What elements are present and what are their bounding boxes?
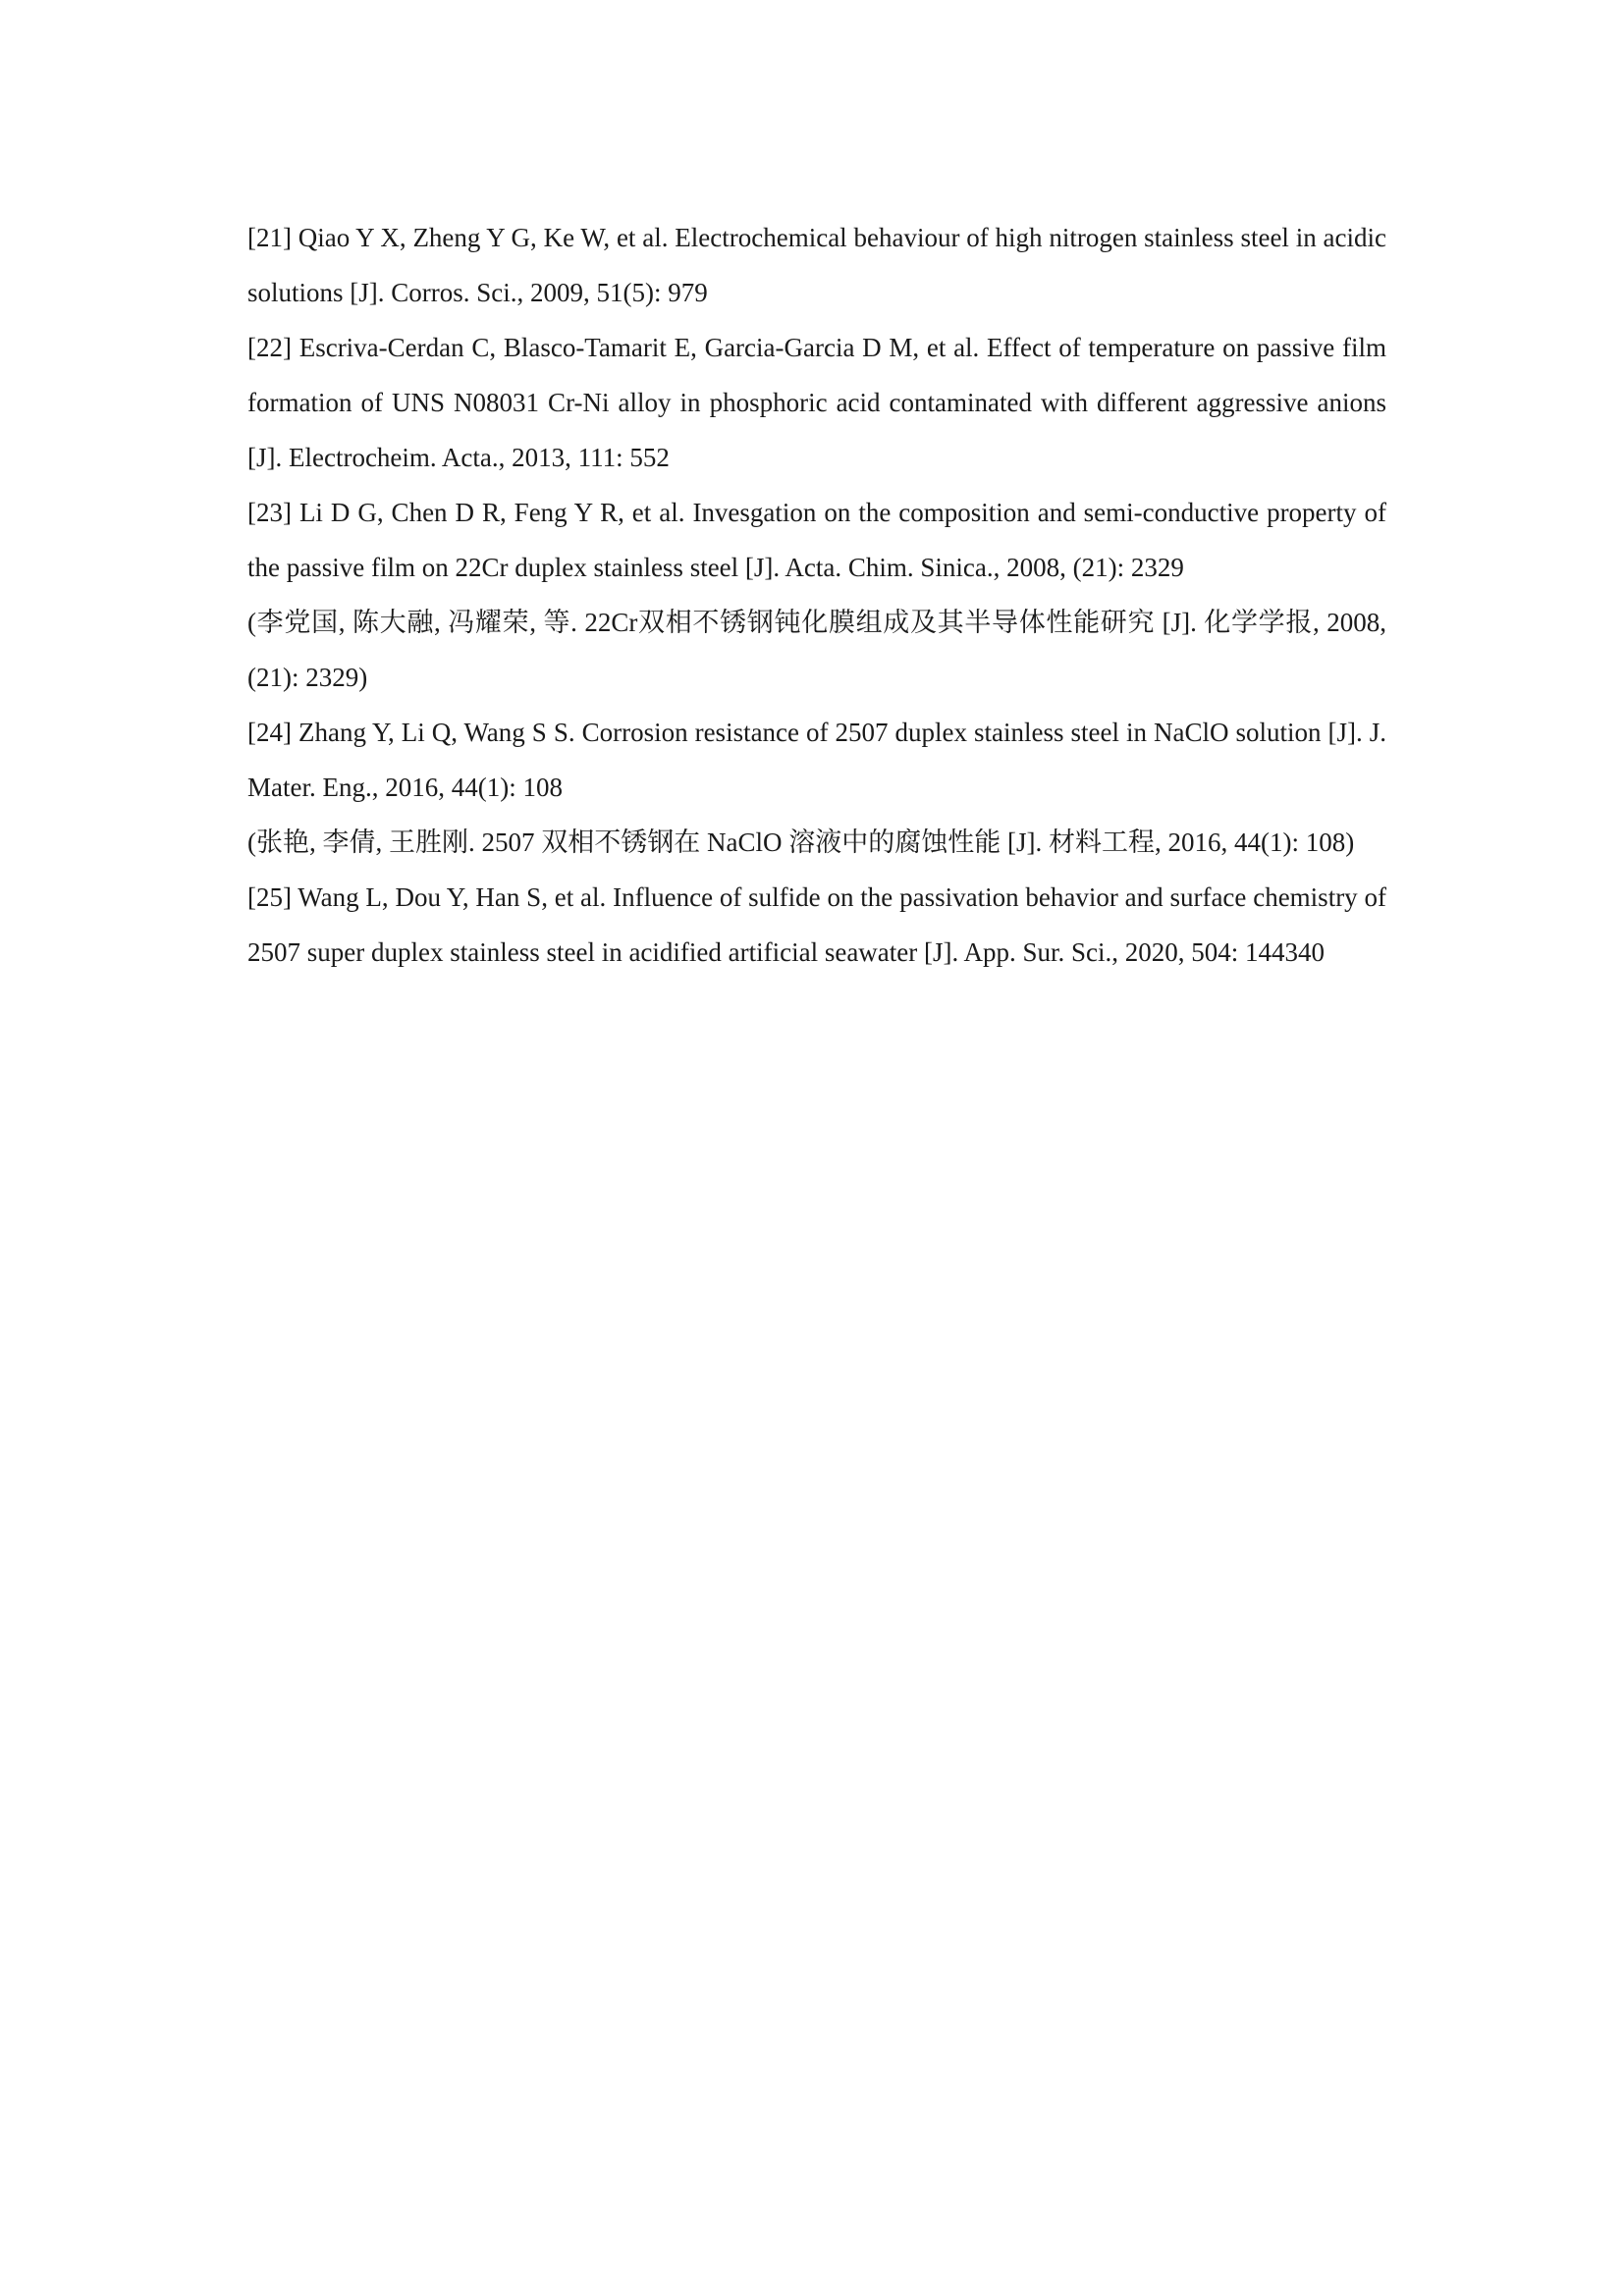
reference-21: [21] Qiao Y X, Zheng Y G, Ke W, et al. Electrochemical behaviour of high nitrogen stainless steel in acidic solutions [J]. Corros. Sci., 2009, 51(5): 979	[247, 223, 1386, 307]
reference-24: [24] Zhang Y, Li Q, Wang S S. Corrosion resistance of 2507 duplex stainless steel in NaClO solution [J]. J. Mater. Eng., 2016, 44(1): 108	[247, 718, 1386, 802]
reference-22: [22] Escriva-Cerdan C, Blasco-Tamarit E, Garcia-Garcia D M, et al. Effect of temperature on passive film formation of UNS N08031 Cr-Ni alloy in phosphoric acid contaminated with different aggressive anions [J]. Electrocheim. Acta., 2013, 111: 552	[247, 333, 1386, 472]
reference-list	[247, 210, 1386, 980]
reference-25: [25] Wang L, Dou Y, Han S, et al. Influence of sulfide on the passivation behavior and surface chemistry of 2507 super duplex stainless steel in acidified artificial seawater [J]. App. Sur. Sci., 2020, 504: 144340	[247, 882, 1386, 967]
reference-24-chinese: (张艳, 李倩, 王胜刚. 2507 双相不锈钢在 NaClO 溶液中的腐蚀性能 [J]. 材料工程, 2016, 44(1): 108)	[247, 828, 1355, 857]
reference-23: [23] Li D G, Chen D R, Feng Y R, et al. Invesgation on the composition and semi-conductive property of the passive film on 22Cr duplex stainless steel [J]. Acta. Chim. Sinica., 2008, (21): 2329	[247, 498, 1386, 582]
reference-23-chinese: (李党国, 陈大融, 冯耀荣, 等. 22Cr双相不锈钢钝化膜组成及其半导体性能研究 [J]. 化学学报, 2008, (21): 2329)	[247, 608, 1386, 692]
